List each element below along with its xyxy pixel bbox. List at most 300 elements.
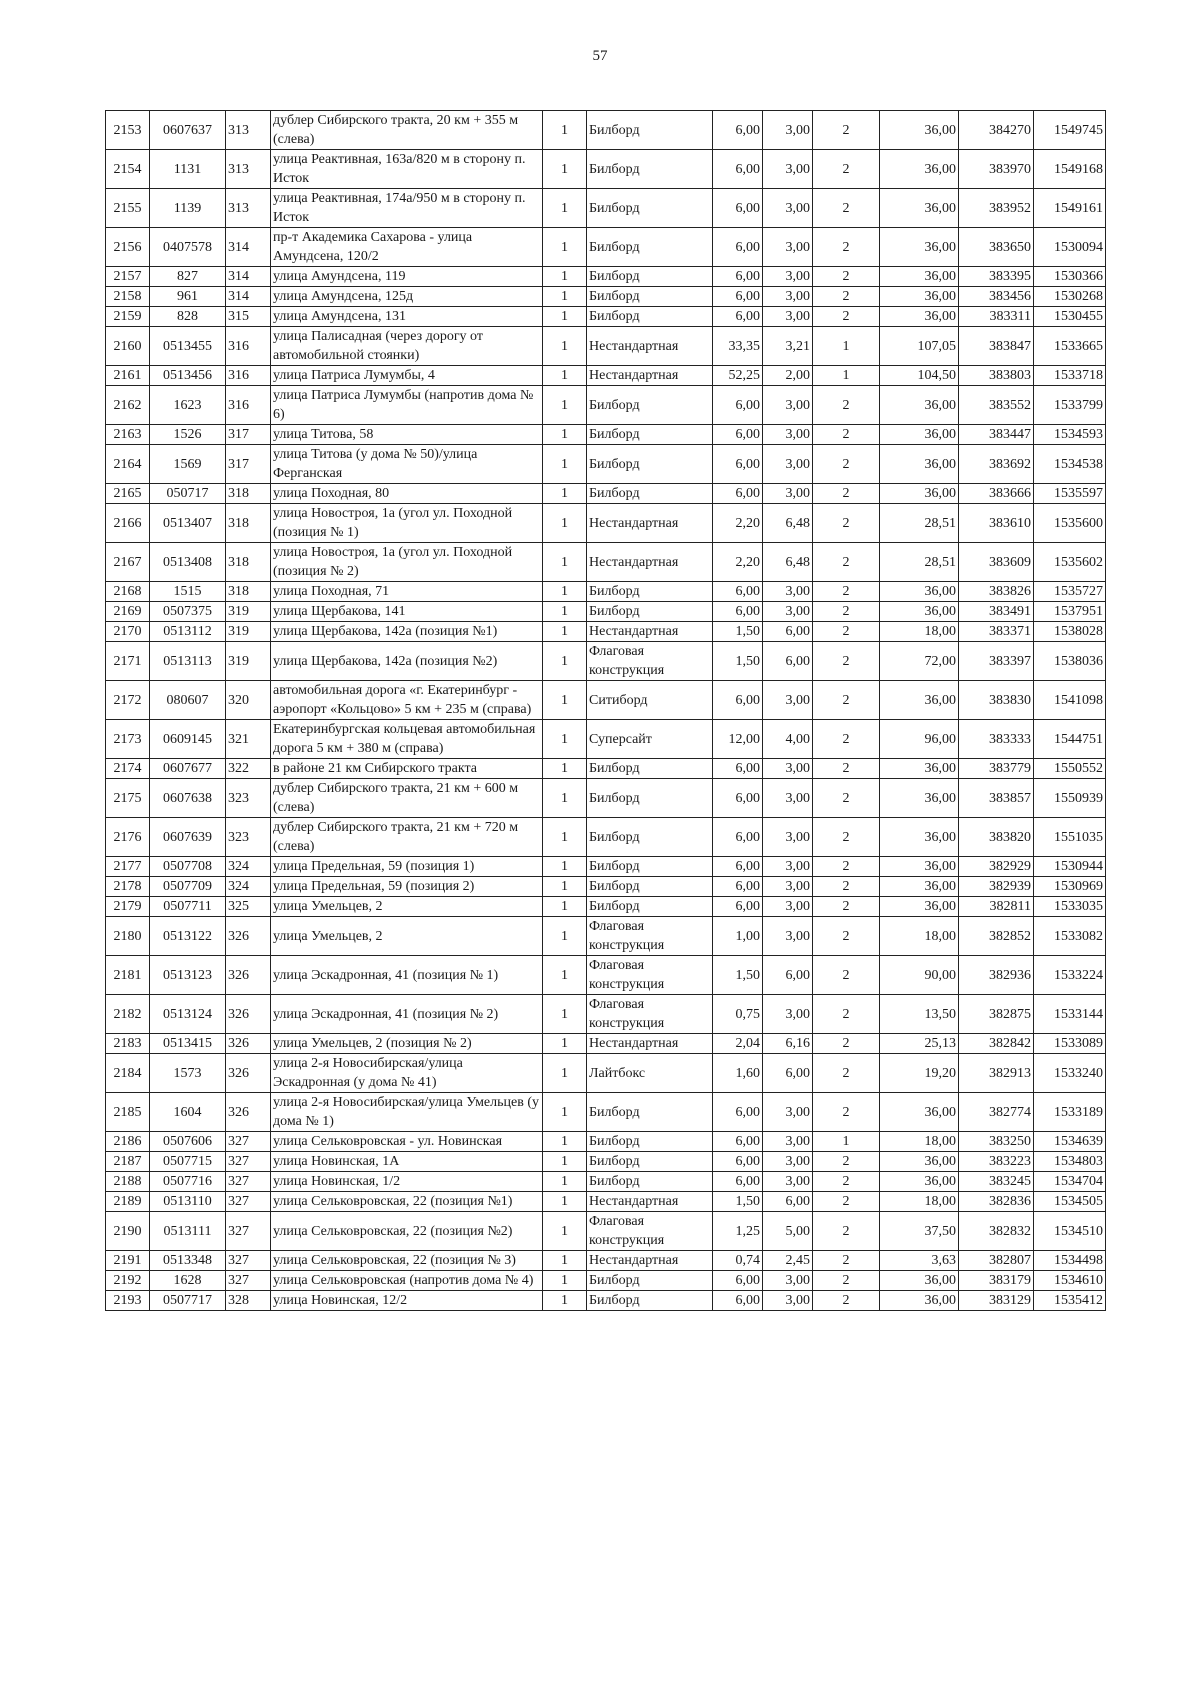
y-coordinate-cell: 1549745 xyxy=(1034,111,1106,150)
height-cell: 3,00 xyxy=(763,582,813,602)
sides-cell: 2 xyxy=(813,228,880,267)
address-cell: улица Щербакова, 142а (позиция №1) xyxy=(271,622,543,642)
width-cell: 1,50 xyxy=(713,642,763,681)
row-number-cell: 2185 xyxy=(106,1093,150,1132)
quantity-cell: 1 xyxy=(543,759,587,779)
type-cell: Билборд xyxy=(587,1093,713,1132)
type-cell: Билборд xyxy=(587,1132,713,1152)
address-cell: улица Новостроя, 1а (угол ул. Походной (позиция № 1) xyxy=(271,504,543,543)
type-cell: Билборд xyxy=(587,897,713,917)
type-cell: Билборд xyxy=(587,386,713,425)
zone-cell: 314 xyxy=(226,287,271,307)
zone-cell: 327 xyxy=(226,1132,271,1152)
row-number-cell: 2187 xyxy=(106,1152,150,1172)
type-cell: Флаговая конструкция xyxy=(587,917,713,956)
quantity-cell: 1 xyxy=(543,543,587,582)
type-cell: Флаговая конструкция xyxy=(587,642,713,681)
sides-cell: 2 xyxy=(813,759,880,779)
type-cell: Нестандартная xyxy=(587,543,713,582)
area-cell: 36,00 xyxy=(880,857,959,877)
type-cell: Билборд xyxy=(587,602,713,622)
width-cell: 6,00 xyxy=(713,425,763,445)
address-cell: улица Титова, 58 xyxy=(271,425,543,445)
type-cell: Нестандартная xyxy=(587,1034,713,1054)
code-cell: 0513111 xyxy=(150,1212,226,1251)
height-cell: 6,00 xyxy=(763,956,813,995)
y-coordinate-cell: 1535597 xyxy=(1034,484,1106,504)
height-cell: 3,00 xyxy=(763,917,813,956)
address-cell: улица Титова (у дома № 50)/улица Ферганская xyxy=(271,445,543,484)
x-coordinate-cell: 383491 xyxy=(959,602,1034,622)
zone-cell: 313 xyxy=(226,111,271,150)
address-cell: Екатеринбургская кольцевая автомобильная дорога 5 км + 380 м (справа) xyxy=(271,720,543,759)
height-cell: 3,00 xyxy=(763,386,813,425)
y-coordinate-cell: 1538028 xyxy=(1034,622,1106,642)
address-cell: улица Амундсена, 125д xyxy=(271,287,543,307)
area-cell: 36,00 xyxy=(880,1291,959,1311)
quantity-cell: 1 xyxy=(543,307,587,327)
table-row xyxy=(106,602,1106,622)
height-cell: 3,00 xyxy=(763,877,813,897)
page-number: 57 xyxy=(592,48,608,64)
table-row xyxy=(106,857,1106,877)
y-coordinate-cell: 1530094 xyxy=(1034,228,1106,267)
table-row xyxy=(106,1172,1106,1192)
area-cell: 107,05 xyxy=(880,327,959,366)
area-cell: 36,00 xyxy=(880,425,959,445)
code-cell: 080607 xyxy=(150,681,226,720)
y-coordinate-cell: 1541098 xyxy=(1034,681,1106,720)
sides-cell: 2 xyxy=(813,445,880,484)
address-cell: улица Щербакова, 142а (позиция №2) xyxy=(271,642,543,681)
code-cell: 0507709 xyxy=(150,877,226,897)
sides-cell: 2 xyxy=(813,1172,880,1192)
area-cell: 96,00 xyxy=(880,720,959,759)
table-row xyxy=(106,1271,1106,1291)
y-coordinate-cell: 1534639 xyxy=(1034,1132,1106,1152)
code-cell: 1526 xyxy=(150,425,226,445)
row-number-cell: 2158 xyxy=(106,287,150,307)
zone-cell: 315 xyxy=(226,307,271,327)
table-row xyxy=(106,267,1106,287)
zone-cell: 317 xyxy=(226,425,271,445)
type-cell: Билборд xyxy=(587,1291,713,1311)
code-cell: 0513455 xyxy=(150,327,226,366)
area-cell: 36,00 xyxy=(880,150,959,189)
code-cell: 0513456 xyxy=(150,366,226,386)
height-cell: 3,00 xyxy=(763,287,813,307)
zone-cell: 324 xyxy=(226,877,271,897)
address-cell: улица Сельковровская, 22 (позиция №2) xyxy=(271,1212,543,1251)
width-cell: 52,25 xyxy=(713,366,763,386)
width-cell: 1,50 xyxy=(713,956,763,995)
area-cell: 72,00 xyxy=(880,642,959,681)
code-cell: 0507708 xyxy=(150,857,226,877)
height-cell: 3,00 xyxy=(763,1093,813,1132)
row-number-cell: 2162 xyxy=(106,386,150,425)
zone-cell: 327 xyxy=(226,1212,271,1251)
quantity-cell: 1 xyxy=(543,1192,587,1212)
sides-cell: 2 xyxy=(813,1251,880,1271)
quantity-cell: 1 xyxy=(543,1152,587,1172)
table-row xyxy=(106,228,1106,267)
zone-cell: 318 xyxy=(226,484,271,504)
code-cell: 0607637 xyxy=(150,111,226,150)
height-cell: 6,00 xyxy=(763,642,813,681)
zone-cell: 322 xyxy=(226,759,271,779)
table-row xyxy=(106,1093,1106,1132)
type-cell: Нестандартная xyxy=(587,1192,713,1212)
code-cell: 1515 xyxy=(150,582,226,602)
address-cell: улица 2-я Новосибирская/улица Умельцев (у дома № 1) xyxy=(271,1093,543,1132)
width-cell: 6,00 xyxy=(713,1172,763,1192)
y-coordinate-cell: 1530944 xyxy=(1034,857,1106,877)
table-row xyxy=(106,956,1106,995)
table-row xyxy=(106,504,1106,543)
area-cell: 25,13 xyxy=(880,1034,959,1054)
x-coordinate-cell: 382842 xyxy=(959,1034,1034,1054)
zone-cell: 327 xyxy=(226,1152,271,1172)
type-cell: Билборд xyxy=(587,445,713,484)
height-cell: 3,00 xyxy=(763,111,813,150)
zone-cell: 316 xyxy=(226,366,271,386)
quantity-cell: 1 xyxy=(543,425,587,445)
area-cell: 19,20 xyxy=(880,1054,959,1093)
zone-cell: 323 xyxy=(226,779,271,818)
zone-cell: 327 xyxy=(226,1192,271,1212)
width-cell: 2,20 xyxy=(713,504,763,543)
sides-cell: 2 xyxy=(813,857,880,877)
y-coordinate-cell: 1549168 xyxy=(1034,150,1106,189)
type-cell: Билборд xyxy=(587,189,713,228)
width-cell: 6,00 xyxy=(713,681,763,720)
row-number-cell: 2173 xyxy=(106,720,150,759)
x-coordinate-cell: 383447 xyxy=(959,425,1034,445)
address-cell: улица Умельцев, 2 xyxy=(271,917,543,956)
table-row xyxy=(106,1212,1106,1251)
area-cell: 36,00 xyxy=(880,877,959,897)
type-cell: Билборд xyxy=(587,818,713,857)
quantity-cell: 1 xyxy=(543,1054,587,1093)
zone-cell: 318 xyxy=(226,504,271,543)
type-cell: Билборд xyxy=(587,1152,713,1172)
table-row xyxy=(106,386,1106,425)
width-cell: 6,00 xyxy=(713,818,763,857)
x-coordinate-cell: 383692 xyxy=(959,445,1034,484)
x-coordinate-cell: 383223 xyxy=(959,1152,1034,1172)
area-cell: 36,00 xyxy=(880,1172,959,1192)
y-coordinate-cell: 1535602 xyxy=(1034,543,1106,582)
table-row xyxy=(106,1034,1106,1054)
height-cell: 6,48 xyxy=(763,543,813,582)
height-cell: 3,00 xyxy=(763,897,813,917)
area-cell: 3,63 xyxy=(880,1251,959,1271)
x-coordinate-cell: 382811 xyxy=(959,897,1034,917)
sides-cell: 2 xyxy=(813,504,880,543)
address-cell: улица Патриса Лумумбы, 4 xyxy=(271,366,543,386)
row-number-cell: 2192 xyxy=(106,1271,150,1291)
table-row xyxy=(106,759,1106,779)
address-cell: улица Реактивная, 174а/950 м в сторону п. Исток xyxy=(271,189,543,228)
address-cell: улица Сельковровская - ул. Новинская xyxy=(271,1132,543,1152)
table-row xyxy=(106,1054,1106,1093)
height-cell: 3,00 xyxy=(763,307,813,327)
table-row xyxy=(106,681,1106,720)
sides-cell: 2 xyxy=(813,111,880,150)
height-cell: 3,00 xyxy=(763,445,813,484)
width-cell: 6,00 xyxy=(713,150,763,189)
width-cell: 6,00 xyxy=(713,445,763,484)
height-cell: 2,00 xyxy=(763,366,813,386)
row-number-cell: 2161 xyxy=(106,366,150,386)
address-cell: улица 2-я Новосибирская/улица Эскадронная (у дома № 41) xyxy=(271,1054,543,1093)
area-cell: 36,00 xyxy=(880,1093,959,1132)
code-cell: 0609145 xyxy=(150,720,226,759)
zone-cell: 326 xyxy=(226,1034,271,1054)
sides-cell: 2 xyxy=(813,877,880,897)
height-cell: 3,00 xyxy=(763,1271,813,1291)
y-coordinate-cell: 1551035 xyxy=(1034,818,1106,857)
zone-cell: 324 xyxy=(226,857,271,877)
row-number-cell: 2186 xyxy=(106,1132,150,1152)
code-cell: 0513113 xyxy=(150,642,226,681)
area-cell: 36,00 xyxy=(880,582,959,602)
y-coordinate-cell: 1537951 xyxy=(1034,602,1106,622)
quantity-cell: 1 xyxy=(543,1212,587,1251)
code-cell: 0407578 xyxy=(150,228,226,267)
y-coordinate-cell: 1533082 xyxy=(1034,917,1106,956)
y-coordinate-cell: 1534538 xyxy=(1034,445,1106,484)
width-cell: 6,00 xyxy=(713,1271,763,1291)
zone-cell: 319 xyxy=(226,602,271,622)
x-coordinate-cell: 383609 xyxy=(959,543,1034,582)
y-coordinate-cell: 1549161 xyxy=(1034,189,1106,228)
type-cell: Ситиборд xyxy=(587,681,713,720)
code-cell: 1139 xyxy=(150,189,226,228)
code-cell: 827 xyxy=(150,267,226,287)
code-cell: 1569 xyxy=(150,445,226,484)
x-coordinate-cell: 382936 xyxy=(959,956,1034,995)
zone-cell: 317 xyxy=(226,445,271,484)
code-cell: 0507606 xyxy=(150,1132,226,1152)
x-coordinate-cell: 383847 xyxy=(959,327,1034,366)
width-cell: 6,00 xyxy=(713,582,763,602)
address-cell: улица Сельковровская (напротив дома № 4) xyxy=(271,1271,543,1291)
address-cell: улица Новинская, 1/2 xyxy=(271,1172,543,1192)
y-coordinate-cell: 1550939 xyxy=(1034,779,1106,818)
x-coordinate-cell: 383129 xyxy=(959,1291,1034,1311)
code-cell: 0607638 xyxy=(150,779,226,818)
zone-cell: 318 xyxy=(226,543,271,582)
sides-cell: 2 xyxy=(813,267,880,287)
width-cell: 2,04 xyxy=(713,1034,763,1054)
area-cell: 28,51 xyxy=(880,504,959,543)
type-cell: Нестандартная xyxy=(587,327,713,366)
area-cell: 90,00 xyxy=(880,956,959,995)
x-coordinate-cell: 383179 xyxy=(959,1271,1034,1291)
row-number-cell: 2165 xyxy=(106,484,150,504)
width-cell: 6,00 xyxy=(713,1152,763,1172)
type-cell: Билборд xyxy=(587,111,713,150)
y-coordinate-cell: 1538036 xyxy=(1034,642,1106,681)
width-cell: 1,25 xyxy=(713,1212,763,1251)
x-coordinate-cell: 383820 xyxy=(959,818,1034,857)
type-cell: Нестандартная xyxy=(587,1251,713,1271)
quantity-cell: 1 xyxy=(543,386,587,425)
area-cell: 18,00 xyxy=(880,622,959,642)
row-number-cell: 2188 xyxy=(106,1172,150,1192)
type-cell: Билборд xyxy=(587,150,713,189)
sides-cell: 2 xyxy=(813,1271,880,1291)
x-coordinate-cell: 383857 xyxy=(959,779,1034,818)
row-number-cell: 2169 xyxy=(106,602,150,622)
quantity-cell: 1 xyxy=(543,228,587,267)
zone-cell: 326 xyxy=(226,995,271,1034)
area-cell: 18,00 xyxy=(880,917,959,956)
quantity-cell: 1 xyxy=(543,327,587,366)
zone-cell: 320 xyxy=(226,681,271,720)
code-cell: 0513348 xyxy=(150,1251,226,1271)
y-coordinate-cell: 1530366 xyxy=(1034,267,1106,287)
height-cell: 5,00 xyxy=(763,1212,813,1251)
y-coordinate-cell: 1533240 xyxy=(1034,1054,1106,1093)
quantity-cell: 1 xyxy=(543,1034,587,1054)
address-cell: автомобильная дорога «г. Екатеринбург - аэропорт «Кольцово» 5 км + 235 м (справа) xyxy=(271,681,543,720)
sides-cell: 2 xyxy=(813,995,880,1034)
address-cell: улица Умельцев, 2 xyxy=(271,897,543,917)
area-cell: 18,00 xyxy=(880,1192,959,1212)
code-cell: 1604 xyxy=(150,1093,226,1132)
table-row xyxy=(106,642,1106,681)
height-cell: 6,00 xyxy=(763,622,813,642)
sides-cell: 2 xyxy=(813,1054,880,1093)
area-cell: 36,00 xyxy=(880,1152,959,1172)
row-number-cell: 2182 xyxy=(106,995,150,1034)
address-cell: улица Эскадронная, 41 (позиция № 2) xyxy=(271,995,543,1034)
type-cell: Билборд xyxy=(587,267,713,287)
code-cell: 0513110 xyxy=(150,1192,226,1212)
width-cell: 6,00 xyxy=(713,857,763,877)
x-coordinate-cell: 382852 xyxy=(959,917,1034,956)
sides-cell: 2 xyxy=(813,386,880,425)
width-cell: 6,00 xyxy=(713,602,763,622)
row-number-cell: 2177 xyxy=(106,857,150,877)
area-cell: 36,00 xyxy=(880,307,959,327)
quantity-cell: 1 xyxy=(543,582,587,602)
width-cell: 6,00 xyxy=(713,228,763,267)
quantity-cell: 1 xyxy=(543,897,587,917)
sides-cell: 2 xyxy=(813,917,880,956)
zone-cell: 319 xyxy=(226,642,271,681)
code-cell: 0507716 xyxy=(150,1172,226,1192)
address-cell: улица Походная, 71 xyxy=(271,582,543,602)
row-number-cell: 2159 xyxy=(106,307,150,327)
x-coordinate-cell: 383311 xyxy=(959,307,1034,327)
width-cell: 1,00 xyxy=(713,917,763,956)
y-coordinate-cell: 1530455 xyxy=(1034,307,1106,327)
x-coordinate-cell: 383610 xyxy=(959,504,1034,543)
zone-cell: 328 xyxy=(226,1291,271,1311)
height-cell: 3,00 xyxy=(763,1291,813,1311)
x-coordinate-cell: 383397 xyxy=(959,642,1034,681)
area-cell: 36,00 xyxy=(880,189,959,228)
sides-cell: 2 xyxy=(813,1192,880,1212)
x-coordinate-cell: 382807 xyxy=(959,1251,1034,1271)
table-row xyxy=(106,917,1106,956)
x-coordinate-cell: 382875 xyxy=(959,995,1034,1034)
code-cell: 0513122 xyxy=(150,917,226,956)
y-coordinate-cell: 1533144 xyxy=(1034,995,1106,1034)
type-cell: Суперсайт xyxy=(587,720,713,759)
code-cell: 0507715 xyxy=(150,1152,226,1172)
table-row xyxy=(106,484,1106,504)
table-row xyxy=(106,445,1106,484)
quantity-cell: 1 xyxy=(543,622,587,642)
x-coordinate-cell: 383970 xyxy=(959,150,1034,189)
quantity-cell: 1 xyxy=(543,1093,587,1132)
code-cell: 0607639 xyxy=(150,818,226,857)
width-cell: 1,50 xyxy=(713,622,763,642)
quantity-cell: 1 xyxy=(543,445,587,484)
zone-cell: 318 xyxy=(226,582,271,602)
address-cell: улица Реактивная, 163а/820 м в сторону п. Исток xyxy=(271,150,543,189)
code-cell: 0507717 xyxy=(150,1291,226,1311)
address-cell: улица Умельцев, 2 (позиция № 2) xyxy=(271,1034,543,1054)
type-cell: Флаговая конструкция xyxy=(587,1212,713,1251)
type-cell: Билборд xyxy=(587,759,713,779)
row-number-cell: 2175 xyxy=(106,779,150,818)
sides-cell: 1 xyxy=(813,327,880,366)
x-coordinate-cell: 382836 xyxy=(959,1192,1034,1212)
code-cell: 1573 xyxy=(150,1054,226,1093)
y-coordinate-cell: 1535600 xyxy=(1034,504,1106,543)
area-cell: 37,50 xyxy=(880,1212,959,1251)
y-coordinate-cell: 1534610 xyxy=(1034,1271,1106,1291)
table-row xyxy=(106,1132,1106,1152)
sides-cell: 2 xyxy=(813,642,880,681)
quantity-cell: 1 xyxy=(543,720,587,759)
code-cell: 0513415 xyxy=(150,1034,226,1054)
sides-cell: 2 xyxy=(813,150,880,189)
x-coordinate-cell: 383456 xyxy=(959,287,1034,307)
quantity-cell: 1 xyxy=(543,818,587,857)
x-coordinate-cell: 382913 xyxy=(959,1054,1034,1093)
row-number-cell: 2172 xyxy=(106,681,150,720)
table-row xyxy=(106,1251,1106,1271)
x-coordinate-cell: 382929 xyxy=(959,857,1034,877)
x-coordinate-cell: 383395 xyxy=(959,267,1034,287)
height-cell: 3,00 xyxy=(763,425,813,445)
y-coordinate-cell: 1533799 xyxy=(1034,386,1106,425)
quantity-cell: 1 xyxy=(543,366,587,386)
x-coordinate-cell: 382832 xyxy=(959,1212,1034,1251)
code-cell: 828 xyxy=(150,307,226,327)
row-number-cell: 2190 xyxy=(106,1212,150,1251)
table-row xyxy=(106,995,1106,1034)
x-coordinate-cell: 383830 xyxy=(959,681,1034,720)
sides-cell: 2 xyxy=(813,720,880,759)
height-cell: 6,00 xyxy=(763,1192,813,1212)
width-cell: 0,75 xyxy=(713,995,763,1034)
address-cell: улица Походная, 80 xyxy=(271,484,543,504)
type-cell: Билборд xyxy=(587,877,713,897)
code-cell: 0607677 xyxy=(150,759,226,779)
code-cell: 1623 xyxy=(150,386,226,425)
row-number-cell: 2164 xyxy=(106,445,150,484)
area-cell: 36,00 xyxy=(880,779,959,818)
width-cell: 12,00 xyxy=(713,720,763,759)
width-cell: 2,20 xyxy=(713,543,763,582)
